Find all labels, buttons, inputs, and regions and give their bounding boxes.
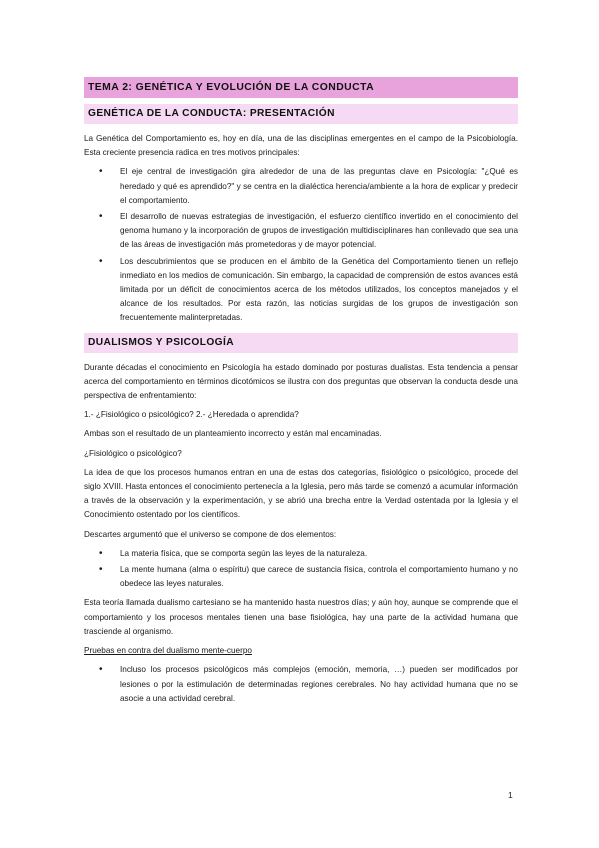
paragraph: La idea de que los procesos humanos entran en una de estas dos categorías, fisiológico o psicológico, procede del siglo XVIII. Hasta entonces el conocimiento pertenecía a la Iglesia, pero más tarde se comenzó a acumular información a través de la observación y la experimentación, y se abrió una brecha entre la Verdad ostentada por la Iglesia y el Conocimiento ostentado por los científicos. (84, 467, 518, 520)
section-heading-dualismos: DUALISMOS Y PSICOLOGÍA (84, 333, 518, 353)
list-item: • Incluso los procesos psicológicos más complejos (emoción, memoria, …) pueden ser modificados por lesiones o por la estimulación de determinadas regiones cerebrales. No hay actividad humana que no se asocie a una actividad cerebral. (120, 663, 518, 706)
document-page (84, 77, 518, 711)
paragraph: Descartes argumentó que el universo se compone de dos elementos: (84, 529, 337, 539)
section-heading-genetica: GENÉTICA DE LA CONDUCTA: PRESENTACIÓN (84, 104, 518, 124)
paragraph: 1.- ¿Fisiológico o psicológico? 2.- ¿Heredada o aprendida? (84, 410, 299, 420)
paragraph: Ambas son el resultado de un planteamiento incorrecto y están mal encaminadas. (84, 429, 382, 439)
list-item: • El eje central de investigación gira alrededor de una de las preguntas clave en Psicología: "¿Qué es heredado y qué es aprendido?" y se centra en la dialéctica herencia/ambiente a la hora de explicar y predecir el comportamiento. (120, 165, 518, 208)
motives-list (84, 165, 518, 325)
intro-paragraph: La Genética del Comportamiento es, hoy en día, una de las disciplinas emergentes en el campo de la Psicobiología. Esta creciente presencia radica en tres motivos principales: (84, 134, 518, 158)
paragraph: ¿Fisiológico o psicológico? (84, 448, 182, 458)
subheading-pruebas: Pruebas en contra del dualismo mente-cuerpo (84, 646, 252, 656)
paragraph: Esta teoría llamada dualismo cartesiano se ha mantenido hasta nuestros días; y aún hoy, aunque se comprende que el comportamiento y los procesos mentales tienen una base fisiológica, hay una parte de la actividad humana que trasciende al organismo. (84, 598, 518, 636)
page-number: 1 (508, 790, 513, 800)
main-heading: TEMA 2: GENÉTICA Y EVOLUCIÓN DE LA CONDUCTA (84, 77, 518, 98)
list-item: • Los descubrimientos que se producen en el ámbito de la Genética del Comportamiento tienen un reflejo inmediato en los medios de comunicación. Sin embargo, la capacidad de comprensión de estos avances está limitada por un déficit de conocimientos acerca de los métodos utilizados, los conceptos manejados y el alcance de los resultados. Por esta razón, las noticias surgidas de los grupos de investigación son frecuentemente malinterpretadas. (120, 255, 518, 326)
list-item: • La materia física, que se comporta según las leyes de la naturaleza. (120, 547, 518, 561)
evidence-list (84, 663, 518, 706)
list-item: • La mente humana (alma o espíritu) que carece de sustancia física, controla el comportamiento humano y no obedece las leyes naturales. (120, 563, 518, 591)
paragraph: Durante décadas el conocimiento en Psicología ha estado dominado por posturas dualistas. Esta tendencia a pensar acerca del comportamiento en términos dicotómicos se ilustra con dos preguntas que observan la conducta desde una perspectiva de enfrentamiento: (84, 362, 518, 401)
descartes-list (84, 547, 518, 592)
list-item: • El desarrollo de nuevas estrategias de investigación, el esfuerzo científico invertido en el conocimiento del genoma humano y la incorporación de grupos de investigación multidisciplinares han conllevado que sea una de las áreas de investigación más prometedoras y de mayor potencial. (120, 210, 518, 253)
